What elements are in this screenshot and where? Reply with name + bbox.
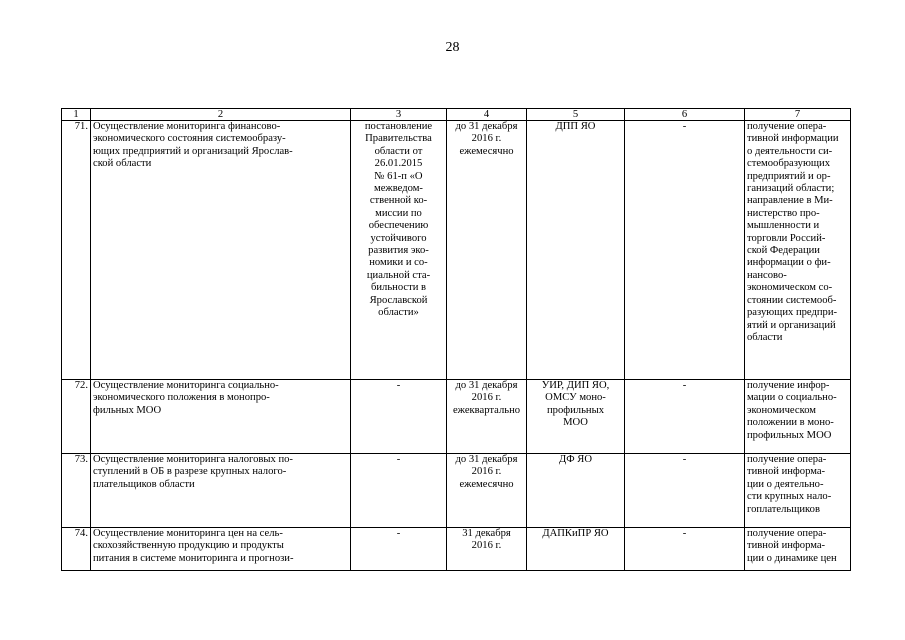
column-header: 5 (527, 109, 625, 121)
budget: - (625, 528, 745, 571)
table-row (62, 121, 851, 380)
legal-basis: - (351, 454, 447, 528)
budget: - (625, 380, 745, 454)
column-header: 7 (745, 109, 851, 121)
column-header: 2 (91, 109, 351, 121)
column-header: 3 (351, 109, 447, 121)
expected-result: получение инфор- мации о социально- экономическом положении в моно- профильных МОО (745, 380, 851, 454)
table-header-row (62, 109, 851, 121)
measure-description: Осуществление мониторинга цен на сель- скохозяйственную продукцию и продукты питания в системе мониторинга и прогнози- (91, 528, 351, 571)
executor: ДАПКиПР ЯО (527, 528, 625, 571)
measure-description: Осуществление мониторинга налоговых по- ступлений в ОБ в разрезе крупных налого- плательщиков области (91, 454, 351, 528)
expected-result: получение опера- тивной информации о деятельности си- стемообразующих предприятий и ор- ганизаций области; направление в Ми- нистерство про- мышленности и торговли Россий- ской Федерации информации о фи- нансово- экономическом со- стоянии системооб- разующих предпри- ятий и организаций области (745, 121, 851, 380)
column-header: 6 (625, 109, 745, 121)
executor: ДФ ЯО (527, 454, 625, 528)
table-row (62, 528, 851, 571)
budget: - (625, 454, 745, 528)
legal-basis: - (351, 380, 447, 454)
measures-table (61, 108, 851, 571)
legal-basis: постановление Правительства области от 26.01.2015 № 61-п «О межведом- ственной ко- миссии по обеспечению устойчивого развития эко- номики и со- циальной ста- бильности в Ярославской области» (351, 121, 447, 380)
row-number: 72. (62, 380, 91, 454)
row-number: 73. (62, 454, 91, 528)
budget: - (625, 121, 745, 380)
column-header: 1 (62, 109, 91, 121)
deadline: до 31 декабря 2016 г. ежемесячно (447, 454, 527, 528)
executor: УИР, ДИП ЯО, ОМСУ моно- профильных МОО (527, 380, 625, 454)
measure-description: Осуществление мониторинга социально- экономического положения в монопро- фильных МОО (91, 380, 351, 454)
deadline: до 31 декабря 2016 г. ежемесячно (447, 121, 527, 380)
measure-description: Осуществление мониторинга финансово- экономического состояния системообразу- ющих предприятий и организаций Ярослав- ской области (91, 121, 351, 380)
page-number: 28 (445, 40, 460, 55)
table-row (62, 380, 851, 454)
row-number: 74. (62, 528, 91, 571)
deadline: до 31 декабря 2016 г. ежеквартально (447, 380, 527, 454)
deadline: 31 декабря 2016 г. (447, 528, 527, 571)
legal-basis: - (351, 528, 447, 571)
executor: ДПП ЯО (527, 121, 625, 380)
table-row (62, 454, 851, 528)
expected-result: получение опера- тивной информа- ции о динамике цен (745, 528, 851, 571)
row-number: 71. (62, 121, 91, 380)
expected-result: получение опера- тивной информа- ции о деятельно- сти крупных нало- гоплательщиков (745, 454, 851, 528)
column-header: 4 (447, 109, 527, 121)
